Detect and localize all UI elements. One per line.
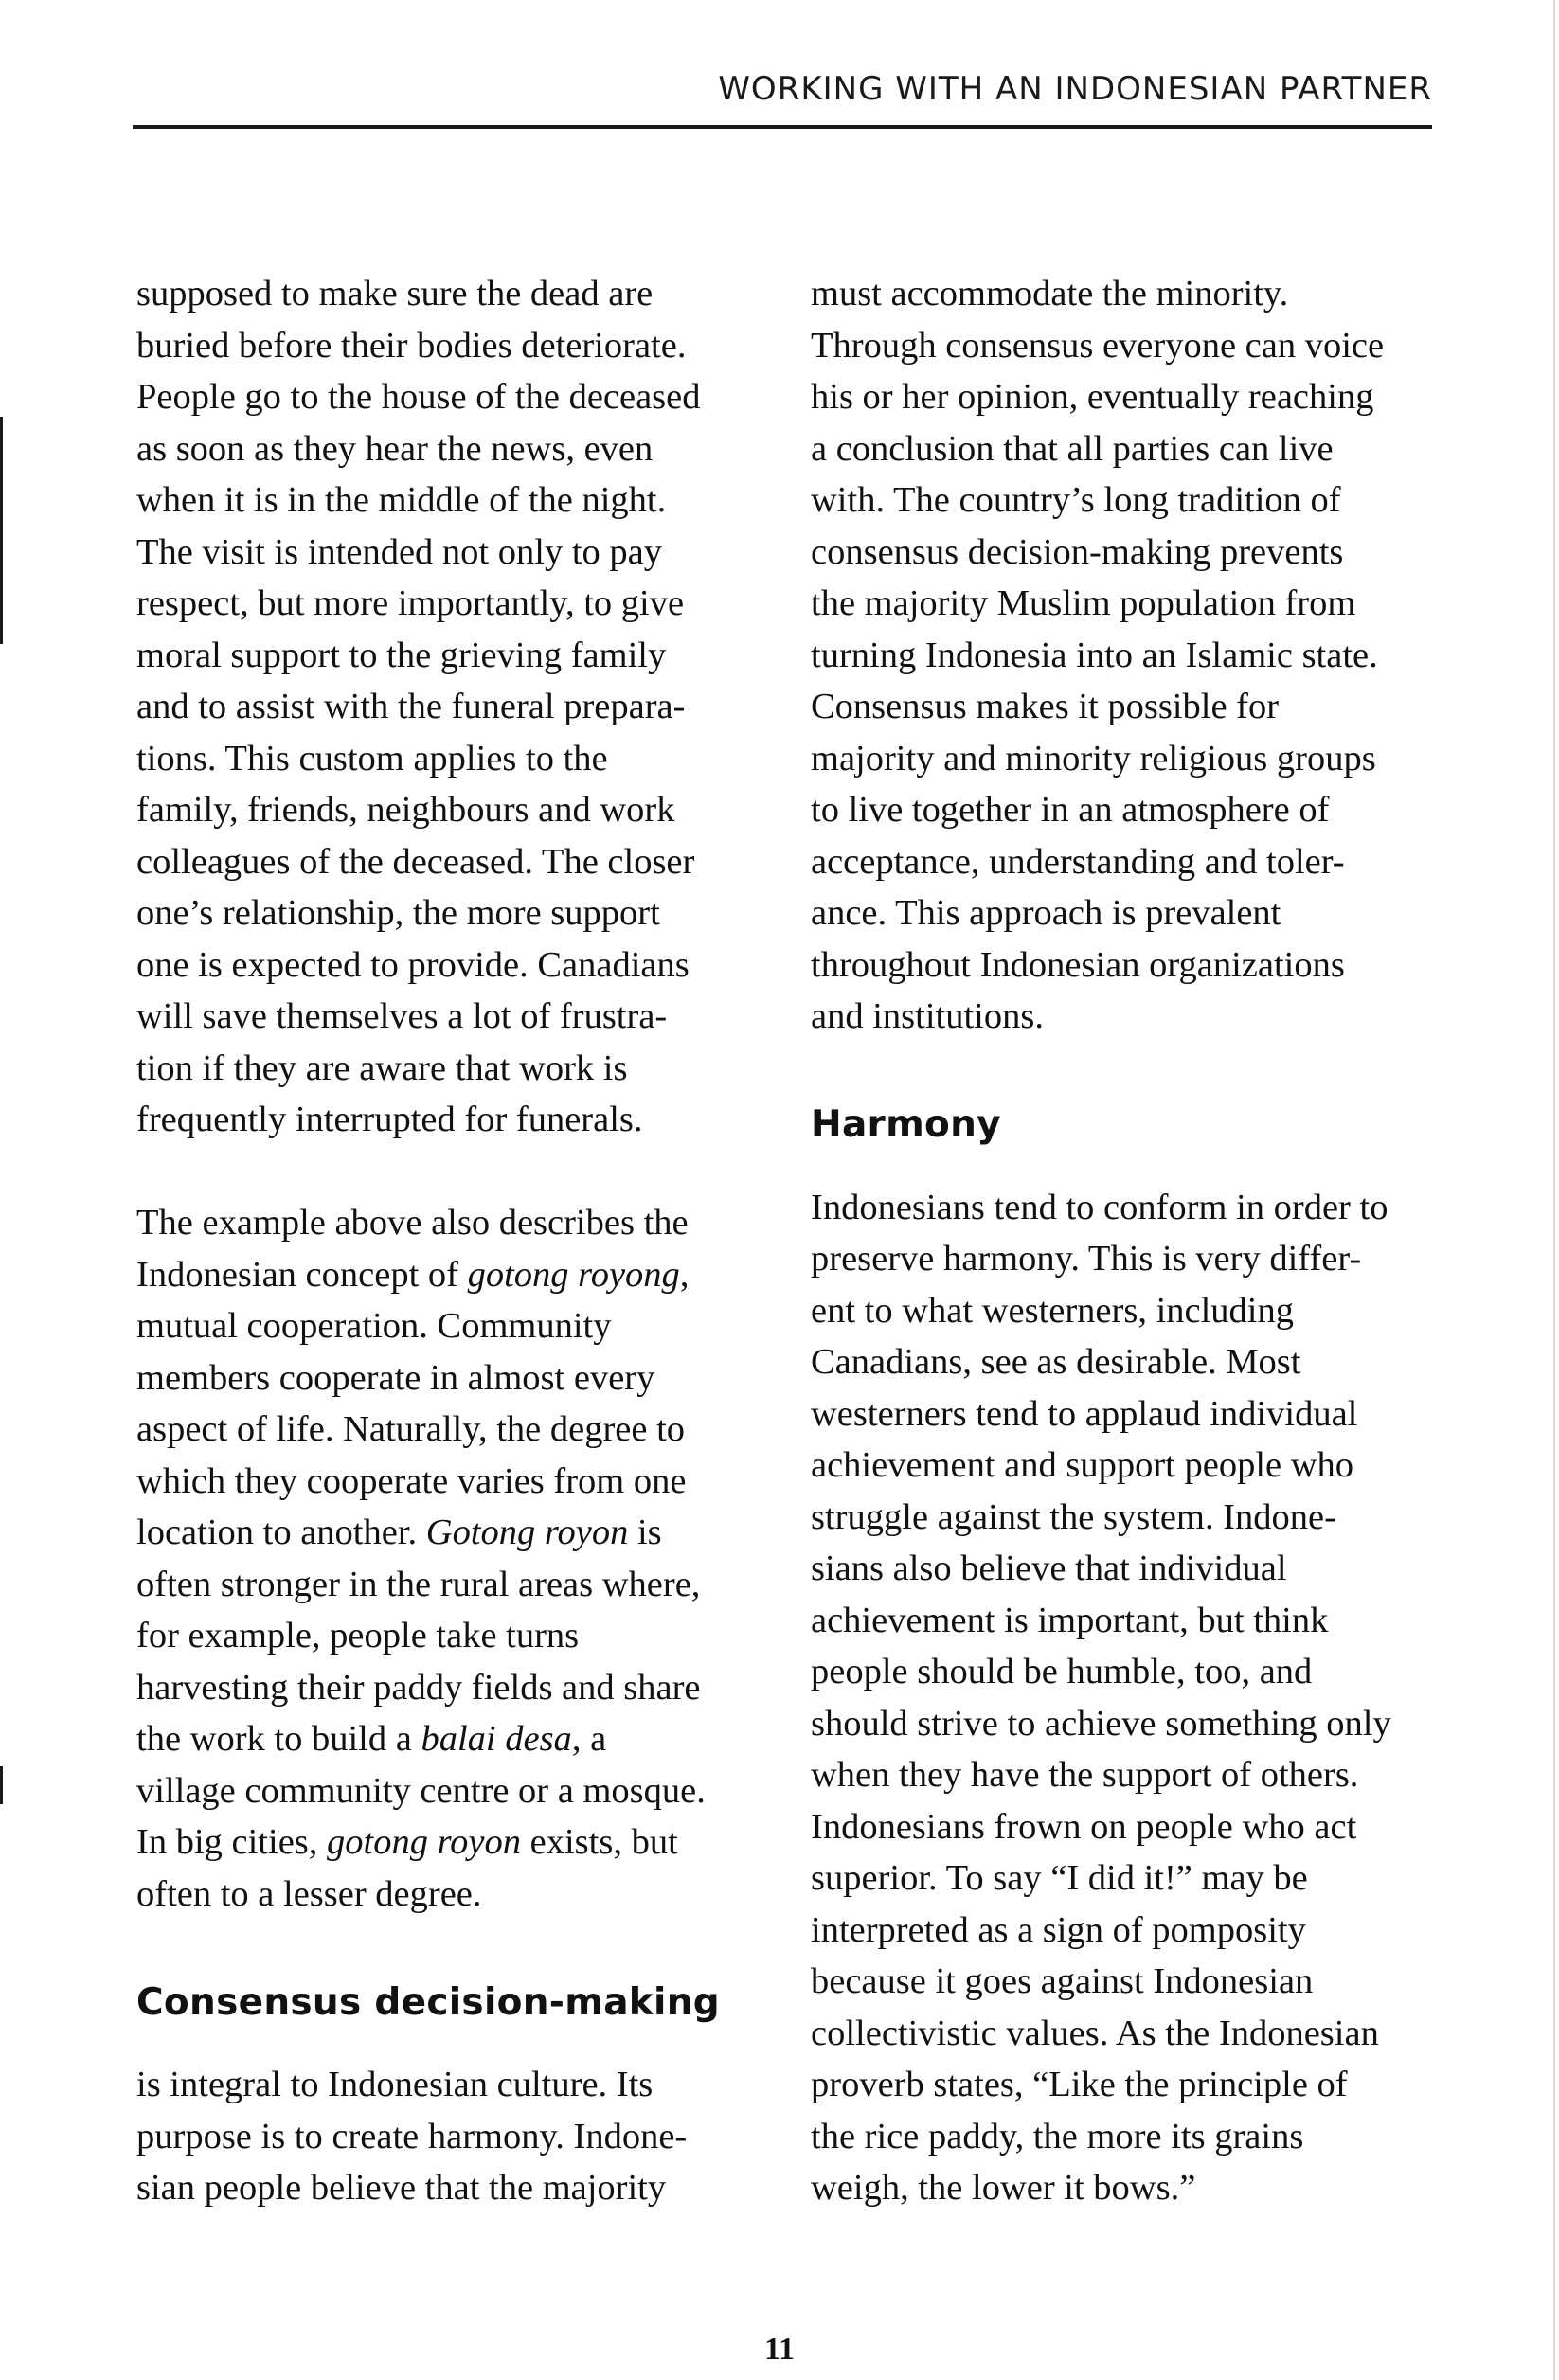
text-run: exists, but [521, 1822, 678, 1862]
paragraph-gap [136, 1920, 780, 1972]
text-line: weigh, the lower it bows.” [811, 2168, 1196, 2209]
text-line: with. The country’s long tradition of [811, 480, 1341, 520]
text-line: Indonesians tend to conform in order to [811, 1187, 1389, 1227]
text-line: westerners tend to applaud individual [811, 1393, 1358, 1434]
text-line: people should be humble, too, and [811, 1652, 1313, 1692]
text-line: when they have the support of others. [811, 1755, 1359, 1796]
text-line: is integral to Indonesian culture. Its [136, 2065, 654, 2105]
text-line: the rice paddy, the more its grains [811, 2116, 1304, 2156]
text-line: village community centre or a mosque. [136, 1770, 706, 1811]
text-run: , [679, 1254, 690, 1295]
header-rule [133, 125, 1432, 129]
text-line: People go to the house of the deceased [136, 377, 701, 417]
running-header-title: WORKING WITH AN INDONESIAN PARTNER [718, 70, 1432, 108]
text-run: In big cities, [136, 1822, 328, 1862]
text-line: tion if they are aware that work is [136, 1047, 628, 1088]
paragraph-gap [811, 1043, 1455, 1095]
text-line: achievement and support people who [811, 1445, 1354, 1486]
page-edge-mark [0, 417, 3, 644]
text-line: when it is in the middle of the night. [136, 480, 667, 520]
text-line: buried before their bodies deteriorate. [136, 325, 687, 366]
text-line: supposed to make sure the dead are [136, 274, 654, 313]
text-line: ance. This approach is prevalent [811, 893, 1281, 933]
section-heading-harmony: Harmony [811, 1103, 1001, 1146]
paragraph-consensus [136, 2059, 780, 2214]
right-column [811, 268, 1455, 2214]
text-line: for example, people take turns [136, 1616, 580, 1655]
text-line: turning Indonesia into an Islamic state. [811, 635, 1378, 675]
text-line: colleagues of the deceased. The closer [136, 841, 695, 882]
text-line: tions. This custom applies to the [136, 738, 608, 778]
text-line: to live together in an atmosphere of [811, 790, 1330, 830]
text-line: respect, but more importantly, to give [136, 583, 685, 623]
paragraph-gap [136, 1146, 780, 1198]
text-line: the majority Muslim population from [811, 583, 1356, 623]
text-line: harvesting their paddy fields and share [136, 1667, 701, 1708]
italic-term: gotong royon [327, 1822, 521, 1862]
text-line: often to a lesser degree. [136, 1873, 482, 1914]
text-line: acceptance, understanding and toler- [811, 841, 1345, 882]
text-line: The example above also describes the [136, 1203, 689, 1243]
text-line: proverb states, “Like the principle of [811, 2065, 1348, 2105]
text-line: moral support to the grieving family [136, 635, 667, 675]
italic-term: Gotong royon [425, 1512, 629, 1552]
text-run: , a [571, 1719, 607, 1759]
text-line: a conclusion that all parties can live [811, 428, 1334, 469]
text-line [136, 1713, 780, 1765]
paragraph-consensus-continued [811, 268, 1455, 1043]
text-run: location to another. [136, 1512, 426, 1552]
page-edge-mark [0, 1766, 3, 1804]
text-line: consensus decision-making prevents [811, 531, 1344, 572]
text-line: majority and minority religious groups [811, 738, 1376, 778]
text-line: sian people believe that the majority [136, 2168, 667, 2209]
text-line: struggle against the system. Indone- [811, 1496, 1336, 1537]
text-line: his or her opinion, eventually reaching [811, 377, 1374, 417]
page-number: 11 [763, 2332, 796, 2367]
text-line: The visit is intended not only to pay [136, 531, 662, 572]
running-header [133, 70, 1432, 129]
text-run: Indonesian concept of [136, 1254, 468, 1295]
text-line: ent to what westerners, including [811, 1290, 1294, 1331]
text-line: one is expected to provide. Canadians [136, 944, 690, 985]
text-run: the work to build a [136, 1719, 421, 1759]
text-line: throughout Indonesian organizations [811, 944, 1345, 985]
paragraph-harmony [811, 1182, 1455, 2214]
text-line [136, 1249, 780, 1301]
text-line: Indonesians frown on people who act [811, 1806, 1357, 1847]
text-line [136, 1507, 780, 1559]
italic-term: gotong royong [467, 1254, 680, 1295]
text-line: one’s relationship, the more support [136, 893, 660, 933]
italic-term: balai desa [421, 1719, 572, 1759]
text-line: mutual cooperation. Community [136, 1306, 612, 1346]
text-line: purpose is to create harmony. Indone- [136, 2116, 688, 2156]
text-line: sians also believe that individual [811, 1548, 1287, 1589]
text-line: family, friends, neighbours and work [136, 790, 675, 830]
paragraph-gotong-royong [136, 1197, 780, 1920]
text-line: superior. To say “I did it!” may be [811, 1858, 1308, 1899]
text-line: preserve harmony. This is very differ- [811, 1239, 1362, 1279]
text-run: is [628, 1512, 662, 1552]
text-line: must accommodate the minority. [811, 274, 1289, 313]
text-line: should strive to achieve something only [811, 1703, 1391, 1744]
text-line: Consensus makes it possible for [811, 687, 1280, 726]
text-line: interpreted as a sign of pomposity [811, 1909, 1306, 1950]
text-line: often stronger in the rural areas where, [136, 1564, 701, 1604]
page-edge-shadow [1553, 0, 1555, 2380]
text-line: Canadians, see as desirable. Most [811, 1342, 1301, 1383]
text-line: which they cooperate varies from one [136, 1460, 687, 1501]
text-line [136, 1816, 780, 1869]
text-line: collectivistic values. As the Indonesian [811, 2013, 1379, 2053]
text-line: aspect of life. Naturally, the degree to [136, 1409, 686, 1449]
text-line: as soon as they hear the news, even [136, 428, 654, 469]
text-line: because it goes against Indonesian [811, 1961, 1314, 2002]
text-line: and institutions. [811, 996, 1044, 1036]
text-line: will save themselves a lot of frustra- [136, 996, 668, 1036]
text-line: members cooperate in almost every [136, 1357, 655, 1398]
section-heading-consensus: Consensus decision-making [136, 1980, 720, 2024]
text-line: and to assist with the funeral prepara- [136, 687, 686, 726]
paragraph-funerals [136, 268, 780, 1146]
text-line: frequently interrupted for funerals. [136, 1100, 643, 1139]
left-column [136, 268, 780, 2214]
text-line: Through consensus everyone can voice [811, 325, 1385, 366]
text-line: achievement is important, but think [811, 1600, 1329, 1640]
